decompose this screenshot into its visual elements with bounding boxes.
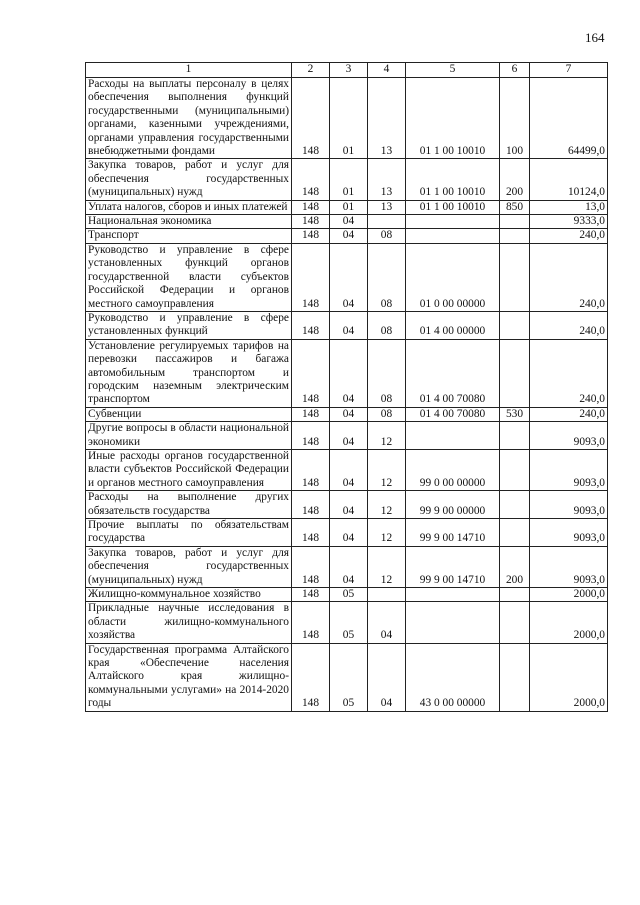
row-cell-c4: 12 xyxy=(368,449,406,490)
row-cell-c2: 148 xyxy=(292,229,330,243)
row-cell-c7: 9333,0 xyxy=(530,215,608,229)
table-row xyxy=(86,546,608,587)
row-cell-c3: 04 xyxy=(330,491,368,519)
row-cell-c3: 04 xyxy=(330,422,368,450)
row-cell-c7: 2000,0 xyxy=(530,588,608,602)
column-header-4: 4 xyxy=(368,63,406,78)
column-header-2: 2 xyxy=(292,63,330,78)
row-cell-c3: 04 xyxy=(330,243,368,311)
row-cell-c2: 148 xyxy=(292,643,330,711)
table-body xyxy=(86,78,608,712)
column-header-1: 1 xyxy=(86,63,292,78)
row-cell-c5: 01 1 00 10010 xyxy=(406,200,500,214)
row-name-cell: Национальная экономика xyxy=(86,215,292,229)
row-cell-c2: 148 xyxy=(292,311,330,339)
row-cell-c7: 240,0 xyxy=(530,229,608,243)
table-row xyxy=(86,491,608,519)
row-name-cell: Руководство и управление в сфере установленных функций органов государственной власти субъектов Российской Федерации и органов местного самоуправления xyxy=(86,243,292,311)
table-row xyxy=(86,519,608,547)
row-name-cell: Расходы на выплаты персоналу в целях обеспечения выполнения функций государственными (муниципальными) органами, казенными учреждениями, органами управления государственными внебюджетными фондами xyxy=(86,78,292,159)
column-header-3: 3 xyxy=(330,63,368,78)
row-cell-c5: 01 4 00 00000 xyxy=(406,311,500,339)
row-name-cell: Прочие выплаты по обязательствам государства xyxy=(86,519,292,547)
row-name-cell: Установление регулируемых тарифов на перевозки пассажиров и багажа автомобильным транспортом и городским наземным электрическим транспортом xyxy=(86,339,292,407)
row-cell-c7: 240,0 xyxy=(530,311,608,339)
row-cell-c6 xyxy=(500,243,530,311)
table-row xyxy=(86,311,608,339)
row-cell-c6 xyxy=(500,491,530,519)
row-cell-c3: 05 xyxy=(330,643,368,711)
row-cell-c6 xyxy=(500,588,530,602)
row-cell-c4: 12 xyxy=(368,546,406,587)
row-cell-c6: 200 xyxy=(500,159,530,200)
row-name-cell: Расходы на выполнение других обязательств государства xyxy=(86,491,292,519)
table-row xyxy=(86,243,608,311)
row-name-cell: Жилищно-коммунальное хозяйство xyxy=(86,588,292,602)
row-cell-c7: 9093,0 xyxy=(530,449,608,490)
row-cell-c7: 240,0 xyxy=(530,243,608,311)
row-name-cell: Другие вопросы в области национальной экономики xyxy=(86,422,292,450)
row-cell-c3: 04 xyxy=(330,229,368,243)
row-cell-c4 xyxy=(368,588,406,602)
table-row xyxy=(86,449,608,490)
row-cell-c4: 08 xyxy=(368,229,406,243)
row-cell-c2: 148 xyxy=(292,602,330,643)
row-name-cell: Государственная программа Алтайского края «Обеспечение населения Алтайского края жилищно-коммунальными услугами» на 2014-2020 годы xyxy=(86,643,292,711)
row-cell-c4: 12 xyxy=(368,491,406,519)
row-cell-c4: 13 xyxy=(368,78,406,159)
row-cell-c6 xyxy=(500,339,530,407)
row-cell-c3: 01 xyxy=(330,200,368,214)
row-cell-c7: 10124,0 xyxy=(530,159,608,200)
row-cell-c6 xyxy=(500,602,530,643)
row-cell-c2: 148 xyxy=(292,200,330,214)
row-cell-c2: 148 xyxy=(292,78,330,159)
table-row xyxy=(86,407,608,421)
row-cell-c5: 99 9 00 14710 xyxy=(406,519,500,547)
row-cell-c3: 04 xyxy=(330,311,368,339)
table-row xyxy=(86,229,608,243)
table-row xyxy=(86,78,608,159)
table-row xyxy=(86,602,608,643)
row-cell-c2: 148 xyxy=(292,159,330,200)
row-cell-c3: 04 xyxy=(330,546,368,587)
row-cell-c2: 148 xyxy=(292,519,330,547)
row-cell-c3: 04 xyxy=(330,215,368,229)
row-cell-c3: 05 xyxy=(330,588,368,602)
row-cell-c5: 99 9 00 14710 xyxy=(406,546,500,587)
row-cell-c7: 64499,0 xyxy=(530,78,608,159)
row-cell-c7: 240,0 xyxy=(530,407,608,421)
row-cell-c6 xyxy=(500,229,530,243)
row-name-cell: Руководство и управление в сфере установленных функций xyxy=(86,311,292,339)
row-cell-c6 xyxy=(500,311,530,339)
row-cell-c5: 43 0 00 00000 xyxy=(406,643,500,711)
row-cell-c3: 05 xyxy=(330,602,368,643)
row-cell-c5 xyxy=(406,422,500,450)
row-name-cell: Прикладные научные исследования в области жилищно-коммунального хозяйства xyxy=(86,602,292,643)
row-cell-c7: 9093,0 xyxy=(530,422,608,450)
row-cell-c6 xyxy=(500,215,530,229)
row-cell-c2: 148 xyxy=(292,588,330,602)
row-cell-c4: 12 xyxy=(368,422,406,450)
row-cell-c7: 240,0 xyxy=(530,339,608,407)
row-cell-c7: 13,0 xyxy=(530,200,608,214)
row-cell-c2: 148 xyxy=(292,449,330,490)
row-cell-c4: 08 xyxy=(368,339,406,407)
row-cell-c7: 9093,0 xyxy=(530,491,608,519)
row-cell-c6 xyxy=(500,519,530,547)
row-cell-c5: 99 9 00 00000 xyxy=(406,491,500,519)
row-cell-c5: 01 1 00 10010 xyxy=(406,78,500,159)
column-header-7: 7 xyxy=(530,63,608,78)
row-cell-c4 xyxy=(368,215,406,229)
row-cell-c4: 08 xyxy=(368,311,406,339)
row-cell-c6: 200 xyxy=(500,546,530,587)
row-cell-c5 xyxy=(406,215,500,229)
row-cell-c5: 01 1 00 10010 xyxy=(406,159,500,200)
row-cell-c3: 01 xyxy=(330,159,368,200)
row-cell-c6: 850 xyxy=(500,200,530,214)
row-cell-c2: 148 xyxy=(292,215,330,229)
row-cell-c2: 148 xyxy=(292,546,330,587)
row-cell-c2: 148 xyxy=(292,339,330,407)
row-cell-c2: 148 xyxy=(292,243,330,311)
row-cell-c4: 13 xyxy=(368,159,406,200)
page-number: 164 xyxy=(585,30,605,45)
column-header-5: 5 xyxy=(406,63,500,78)
row-cell-c6: 530 xyxy=(500,407,530,421)
row-cell-c7: 9093,0 xyxy=(530,546,608,587)
row-cell-c2: 148 xyxy=(292,422,330,450)
row-cell-c5: 01 4 00 70080 xyxy=(406,339,500,407)
row-name-cell: Иные расходы органов государственной власти субъектов Российской Федерации и органов местного самоуправления xyxy=(86,449,292,490)
table-row xyxy=(86,588,608,602)
row-cell-c2: 148 xyxy=(292,407,330,421)
row-cell-c5: 01 4 00 70080 xyxy=(406,407,500,421)
row-cell-c3: 04 xyxy=(330,339,368,407)
row-name-cell: Субвенции xyxy=(86,407,292,421)
row-cell-c3: 04 xyxy=(330,519,368,547)
row-cell-c4: 13 xyxy=(368,200,406,214)
table-row xyxy=(86,339,608,407)
row-cell-c3: 04 xyxy=(330,407,368,421)
row-name-cell: Закупка товаров, работ и услуг для обеспечения государственных (муниципальных) нужд xyxy=(86,546,292,587)
table-row xyxy=(86,215,608,229)
column-header-6: 6 xyxy=(500,63,530,78)
row-cell-c3: 01 xyxy=(330,78,368,159)
row-cell-c5 xyxy=(406,602,500,643)
row-cell-c5 xyxy=(406,588,500,602)
row-cell-c4: 08 xyxy=(368,407,406,421)
row-cell-c6: 100 xyxy=(500,78,530,159)
header-row xyxy=(86,63,608,78)
row-name-cell: Закупка товаров, работ и услуг для обеспечения государственных (муниципальных) нужд xyxy=(86,159,292,200)
row-name-cell: Уплата налогов, сборов и иных платежей xyxy=(86,200,292,214)
row-cell-c7: 9093,0 xyxy=(530,519,608,547)
row-cell-c7: 2000,0 xyxy=(530,643,608,711)
row-name-cell: Транспорт xyxy=(86,229,292,243)
row-cell-c4: 04 xyxy=(368,643,406,711)
row-cell-c4: 12 xyxy=(368,519,406,547)
row-cell-c4: 08 xyxy=(368,243,406,311)
table-row xyxy=(86,159,608,200)
table-row xyxy=(86,643,608,711)
row-cell-c2: 148 xyxy=(292,491,330,519)
table-row xyxy=(86,422,608,450)
table-row xyxy=(86,200,608,214)
row-cell-c6 xyxy=(500,422,530,450)
row-cell-c6 xyxy=(500,449,530,490)
row-cell-c5: 99 0 00 00000 xyxy=(406,449,500,490)
row-cell-c5 xyxy=(406,229,500,243)
row-cell-c7: 2000,0 xyxy=(530,602,608,643)
row-cell-c5: 01 0 00 00000 xyxy=(406,243,500,311)
row-cell-c6 xyxy=(500,643,530,711)
budget-table xyxy=(85,62,608,712)
row-cell-c4: 04 xyxy=(368,602,406,643)
row-cell-c3: 04 xyxy=(330,449,368,490)
